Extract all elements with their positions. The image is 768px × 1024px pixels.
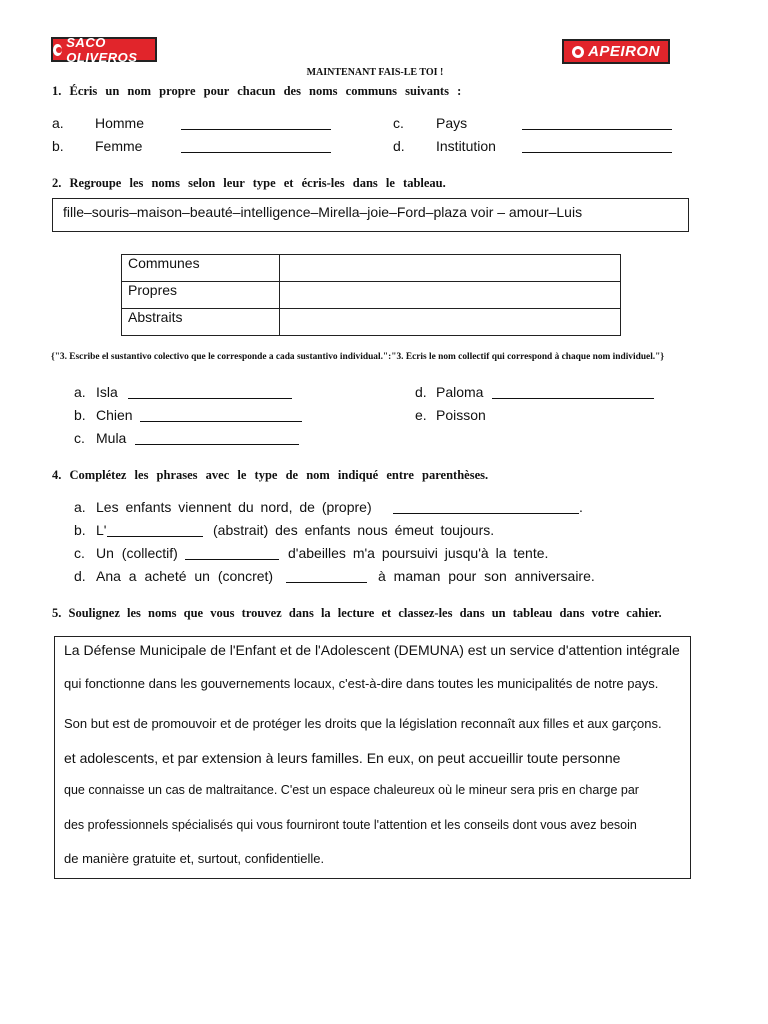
question-5-title: 5. Soulignez les noms que vous trouvez dans la lecture et classez-les dans un tableau dans votre cahier. (52, 606, 662, 620)
answer-line[interactable] (140, 421, 302, 422)
q4-sentence-end: . (579, 499, 583, 515)
table-row (122, 282, 621, 309)
question-2-title: 2. Regroupe les noms selon leur type et écris-les dans le tableau. (52, 176, 446, 190)
answer-line[interactable] (181, 129, 331, 130)
row-label: Communes (122, 255, 280, 282)
q1-item-letter: b. (52, 138, 64, 154)
classification-table (121, 254, 621, 336)
answer-line[interactable] (492, 398, 654, 399)
q4-sentence-start: L' (96, 522, 107, 538)
q4-sentence: à maman pour son anniversaire. (378, 568, 595, 584)
q4-sentence: (abstrait) des enfants nous émeut toujours. (213, 522, 495, 538)
reading-line: qui fonctionne dans les gouvernements locaux, c'est-à-dire dans toutes les municipalités de notre pays. (64, 676, 659, 691)
reading-line: La Défense Municipale de l'Enfant et de l'Adolescent (DEMUNA) est un service d'attention intégrale (64, 642, 680, 658)
q3-item-word: Paloma (436, 384, 484, 400)
reading-line: de manière gratuite et, surtout, confidentielle. (64, 851, 325, 866)
table-row (122, 309, 621, 336)
reading-line: Son but est de promouvoir et de protéger les droits que la législation reconnaît aux filles et aux garçons. (64, 716, 662, 731)
row-label: Propres (122, 282, 280, 309)
q1-item-word: Institution (436, 138, 496, 154)
answer-line[interactable] (107, 536, 203, 537)
q4-item-letter: d. (74, 568, 86, 584)
question-1-title: 1. Écris un nom propre pour chacun des noms communs suivants : (52, 84, 462, 98)
question-4-title: 4. Complétez les phrases avec le type de nom indiqué entre parenthèses. (52, 468, 489, 482)
answer-line[interactable] (181, 152, 331, 153)
q4-item-letter: c. (74, 545, 85, 561)
q4-sentence: d'abeilles m'a poursuivi jusqu'à la tente. (288, 545, 549, 561)
answer-line[interactable] (522, 152, 672, 153)
word-list-box (52, 198, 689, 232)
q1-item-word: Homme (95, 115, 145, 131)
table-row (122, 255, 621, 282)
q1-item-word: Pays (436, 115, 468, 131)
question-3-title: {"3. Escribe el sustantivo colectivo que le corresponde a cada sustantivo individual.":"3. Écris le nom collectif qui correspond à chaque nom individuel."} (51, 352, 665, 362)
answer-line[interactable] (522, 129, 672, 130)
q3-item-letter: a. (74, 384, 86, 400)
q4-item-letter: a. (74, 499, 86, 515)
answer-line[interactable] (135, 444, 299, 445)
logo-mark-icon (53, 44, 62, 56)
word-list: fille–souris–maison–beauté–intelligence–Mirella–joie–Ford–plaza voir – amour–Luis (63, 204, 583, 220)
answer-line[interactable] (393, 513, 579, 514)
q1-item-letter: a. (52, 115, 64, 131)
apeiron-logo: APEIRON (562, 39, 670, 64)
q4-item-letter: b. (74, 522, 86, 538)
q3-item-word: Poisson (436, 407, 486, 423)
q1-item-word: Femme (95, 138, 143, 154)
answer-line[interactable] (185, 559, 279, 560)
q1-item-letter: d. (393, 138, 405, 154)
q3-item-word: Chien (96, 407, 133, 423)
answer-cell[interactable] (280, 282, 621, 309)
q3-item-word: Mula (96, 430, 127, 446)
q4-sentence: Les enfants viennent du nord, de (propre) (96, 499, 372, 515)
q3-item-letter: b. (74, 407, 86, 423)
saco-oliveros-logo: SACO OLIVEROS (51, 37, 157, 62)
row-label: Abstraits (122, 309, 280, 336)
answer-cell[interactable] (280, 255, 621, 282)
q3-item-letter: d. (415, 384, 427, 400)
q4-sentence-start: Un (collectif) (96, 545, 178, 561)
q3-item-word: Isla (96, 384, 118, 400)
reading-line: que connaisse un cas de maltraitance. C'est un espace chaleureux où le mineur sera pris en charge par (64, 783, 639, 797)
page-title: MAINTENANT FAIS-LE TOI ! (306, 67, 444, 78)
answer-line[interactable] (286, 582, 367, 583)
q3-item-letter: e. (415, 407, 427, 423)
q4-sentence-start: Ana a acheté un (concret) (96, 568, 274, 584)
answer-cell[interactable] (280, 309, 621, 336)
answer-line[interactable] (128, 398, 292, 399)
reading-line: des professionnels spécialisés qui vous fourniront toute l'attention et les conseils dont vous avez besoin (64, 818, 637, 832)
q1-item-letter: c. (393, 115, 404, 131)
logo-mark-icon (572, 46, 584, 58)
q3-item-letter: c. (74, 430, 85, 446)
reading-line: et adolescents, et par extension à leurs familles. En eux, on peut accueillir toute personne (64, 750, 621, 766)
